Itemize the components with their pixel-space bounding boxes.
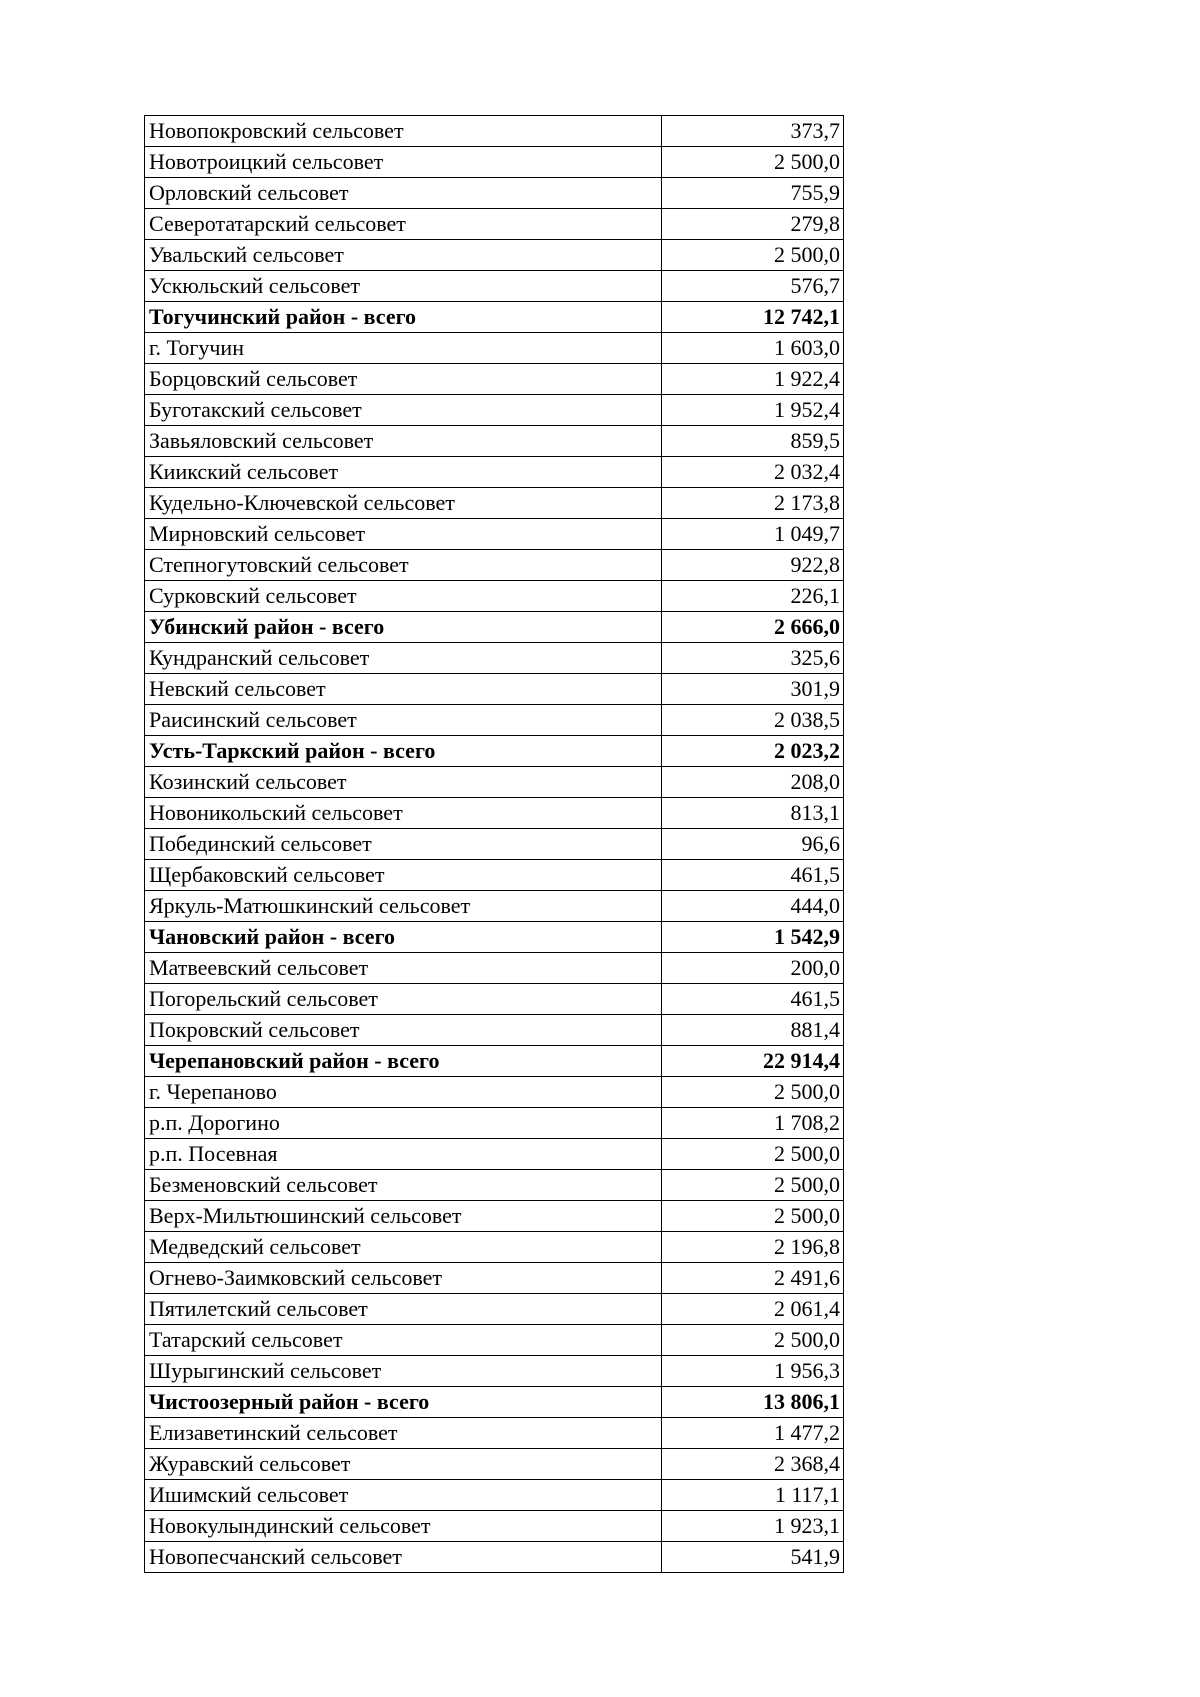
amount-cell: 2 500,0 xyxy=(662,147,844,178)
table-row xyxy=(145,1077,844,1108)
settlement-name-cell: Щербаковский сельсовет xyxy=(145,860,662,891)
district-total-value-cell: 2 666,0 xyxy=(662,612,844,643)
table-row xyxy=(145,1263,844,1294)
table-row xyxy=(145,1015,844,1046)
table-row xyxy=(145,829,844,860)
table-row xyxy=(145,550,844,581)
amount-cell: 2 038,5 xyxy=(662,705,844,736)
settlement-name-cell: р.п. Дорогино xyxy=(145,1108,662,1139)
settlement-name-cell: Борцовский сельсовет xyxy=(145,364,662,395)
amount-cell: 1 952,4 xyxy=(662,395,844,426)
district-name-cell: Усть-Таркский район - всего xyxy=(145,736,662,767)
district-total-value-cell: 13 806,1 xyxy=(662,1387,844,1418)
amount-cell: 755,9 xyxy=(662,178,844,209)
table-row xyxy=(145,1108,844,1139)
settlement-name-cell: г. Тогучин xyxy=(145,333,662,364)
district-name-cell: Черепановский район - всего xyxy=(145,1046,662,1077)
settlement-name-cell: Орловский сельсовет xyxy=(145,178,662,209)
table-row xyxy=(145,1170,844,1201)
amount-cell: 2 032,4 xyxy=(662,457,844,488)
settlement-name-cell: Киикский сельсовет xyxy=(145,457,662,488)
table-row xyxy=(145,984,844,1015)
district-total-value-cell: 22 914,4 xyxy=(662,1046,844,1077)
settlement-name-cell: Мирновский сельсовет xyxy=(145,519,662,550)
settlement-name-cell: р.п. Посевная xyxy=(145,1139,662,1170)
settlement-name-cell: Покровский сельсовет xyxy=(145,1015,662,1046)
amount-cell: 2 173,8 xyxy=(662,488,844,519)
amount-cell: 208,0 xyxy=(662,767,844,798)
amount-cell: 1 117,1 xyxy=(662,1480,844,1511)
district-total-value-cell: 12 742,1 xyxy=(662,302,844,333)
district-total-value-cell: 2 023,2 xyxy=(662,736,844,767)
settlement-name-cell: Увальский сельсовет xyxy=(145,240,662,271)
table-row xyxy=(145,581,844,612)
table-row xyxy=(145,519,844,550)
amount-cell: 2 196,8 xyxy=(662,1232,844,1263)
district-name-cell: Убинский район - всего xyxy=(145,612,662,643)
table-row xyxy=(145,705,844,736)
settlement-name-cell: г. Черепаново xyxy=(145,1077,662,1108)
amount-cell: 461,5 xyxy=(662,984,844,1015)
table-body xyxy=(145,116,844,1573)
amount-cell: 373,7 xyxy=(662,116,844,147)
amount-cell: 2 061,4 xyxy=(662,1294,844,1325)
settlement-name-cell: Новокулындинский сельсовет xyxy=(145,1511,662,1542)
settlement-name-cell: Новотроицкий сельсовет xyxy=(145,147,662,178)
settlement-name-cell: Новоникольский сельсовет xyxy=(145,798,662,829)
amount-cell: 226,1 xyxy=(662,581,844,612)
settlement-name-cell: Раисинский сельсовет xyxy=(145,705,662,736)
settlement-name-cell: Буготакский сельсовет xyxy=(145,395,662,426)
table-row xyxy=(145,209,844,240)
table-row xyxy=(145,1201,844,1232)
settlement-name-cell: Верх-Мильтюшинский сельсовет xyxy=(145,1201,662,1232)
table-row xyxy=(145,240,844,271)
table-row xyxy=(145,426,844,457)
settlement-name-cell: Козинский сельсовет xyxy=(145,767,662,798)
settlement-name-cell: Невский сельсовет xyxy=(145,674,662,705)
table-row xyxy=(145,395,844,426)
settlement-name-cell: Ишимский сельсовет xyxy=(145,1480,662,1511)
amount-cell: 461,5 xyxy=(662,860,844,891)
table-row xyxy=(145,457,844,488)
settlement-name-cell: Новопесчанский сельсовет xyxy=(145,1542,662,1573)
table-row xyxy=(145,271,844,302)
district-name-cell: Чистоозерный район - всего xyxy=(145,1387,662,1418)
district-total-row xyxy=(145,1387,844,1418)
amount-cell: 813,1 xyxy=(662,798,844,829)
amount-cell: 2 368,4 xyxy=(662,1449,844,1480)
amount-cell: 576,7 xyxy=(662,271,844,302)
settlement-name-cell: Новопокровский сельсовет xyxy=(145,116,662,147)
amount-cell: 2 500,0 xyxy=(662,1139,844,1170)
amount-cell: 1 477,2 xyxy=(662,1418,844,1449)
amount-cell: 1 956,3 xyxy=(662,1356,844,1387)
table-row xyxy=(145,1511,844,1542)
district-name-cell: Тогучинский район - всего xyxy=(145,302,662,333)
table-row xyxy=(145,1542,844,1573)
table-row xyxy=(145,488,844,519)
table-row xyxy=(145,116,844,147)
table-row xyxy=(145,1480,844,1511)
amount-cell: 1 922,4 xyxy=(662,364,844,395)
amount-cell: 2 500,0 xyxy=(662,1077,844,1108)
table-row xyxy=(145,1418,844,1449)
district-total-row xyxy=(145,1046,844,1077)
amount-cell: 325,6 xyxy=(662,643,844,674)
amount-cell: 2 491,6 xyxy=(662,1263,844,1294)
table-row xyxy=(145,1232,844,1263)
settlement-name-cell: Побединский сельсовет xyxy=(145,829,662,860)
amount-cell: 1 049,7 xyxy=(662,519,844,550)
amount-cell: 859,5 xyxy=(662,426,844,457)
amount-cell: 2 500,0 xyxy=(662,1325,844,1356)
amount-cell: 96,6 xyxy=(662,829,844,860)
settlement-name-cell: Яркуль-Матюшкинский сельсовет xyxy=(145,891,662,922)
settlement-name-cell: Татарский сельсовет xyxy=(145,1325,662,1356)
settlement-name-cell: Журавский сельсовет xyxy=(145,1449,662,1480)
district-total-row xyxy=(145,922,844,953)
settlement-name-cell: Пятилетский сельсовет xyxy=(145,1294,662,1325)
table-row xyxy=(145,1294,844,1325)
amount-cell: 444,0 xyxy=(662,891,844,922)
settlement-name-cell: Матвеевский сельсовет xyxy=(145,953,662,984)
amount-cell: 881,4 xyxy=(662,1015,844,1046)
amount-cell: 1 923,1 xyxy=(662,1511,844,1542)
table-row xyxy=(145,953,844,984)
allocation-table xyxy=(144,115,844,1573)
settlement-name-cell: Погорельский сельсовет xyxy=(145,984,662,1015)
table-row xyxy=(145,860,844,891)
amount-cell: 279,8 xyxy=(662,209,844,240)
table-row xyxy=(145,798,844,829)
district-total-value-cell: 1 542,9 xyxy=(662,922,844,953)
amount-cell: 1 708,2 xyxy=(662,1108,844,1139)
amount-cell: 922,8 xyxy=(662,550,844,581)
settlement-name-cell: Северотатарский сельсовет xyxy=(145,209,662,240)
settlement-name-cell: Шурыгинский сельсовет xyxy=(145,1356,662,1387)
table-row xyxy=(145,364,844,395)
settlement-name-cell: Огнево-Заимковский сельсовет xyxy=(145,1263,662,1294)
table-row xyxy=(145,643,844,674)
district-name-cell: Чановский район - всего xyxy=(145,922,662,953)
table-row xyxy=(145,1356,844,1387)
table-row xyxy=(145,1139,844,1170)
table-row xyxy=(145,674,844,705)
settlement-name-cell: Кундранский сельсовет xyxy=(145,643,662,674)
district-total-row xyxy=(145,736,844,767)
table-row xyxy=(145,1325,844,1356)
settlement-name-cell: Сурковский сельсовет xyxy=(145,581,662,612)
settlement-name-cell: Кудельно-Ключевской сельсовет xyxy=(145,488,662,519)
district-total-row xyxy=(145,302,844,333)
settlement-name-cell: Елизаветинский сельсовет xyxy=(145,1418,662,1449)
table-row xyxy=(145,891,844,922)
table-row xyxy=(145,178,844,209)
settlement-name-cell: Ускюльский сельсовет xyxy=(145,271,662,302)
table-row xyxy=(145,1449,844,1480)
amount-cell: 200,0 xyxy=(662,953,844,984)
settlement-name-cell: Медведский сельсовет xyxy=(145,1232,662,1263)
table-row xyxy=(145,147,844,178)
settlement-name-cell: Завьяловский сельсовет xyxy=(145,426,662,457)
table-row xyxy=(145,767,844,798)
amount-cell: 2 500,0 xyxy=(662,1170,844,1201)
district-total-row xyxy=(145,612,844,643)
table-row xyxy=(145,333,844,364)
amount-cell: 541,9 xyxy=(662,1542,844,1573)
amount-cell: 301,9 xyxy=(662,674,844,705)
settlement-name-cell: Степногутовский сельсовет xyxy=(145,550,662,581)
settlement-name-cell: Безменовский сельсовет xyxy=(145,1170,662,1201)
amount-cell: 2 500,0 xyxy=(662,1201,844,1232)
amount-cell: 2 500,0 xyxy=(662,240,844,271)
amount-cell: 1 603,0 xyxy=(662,333,844,364)
